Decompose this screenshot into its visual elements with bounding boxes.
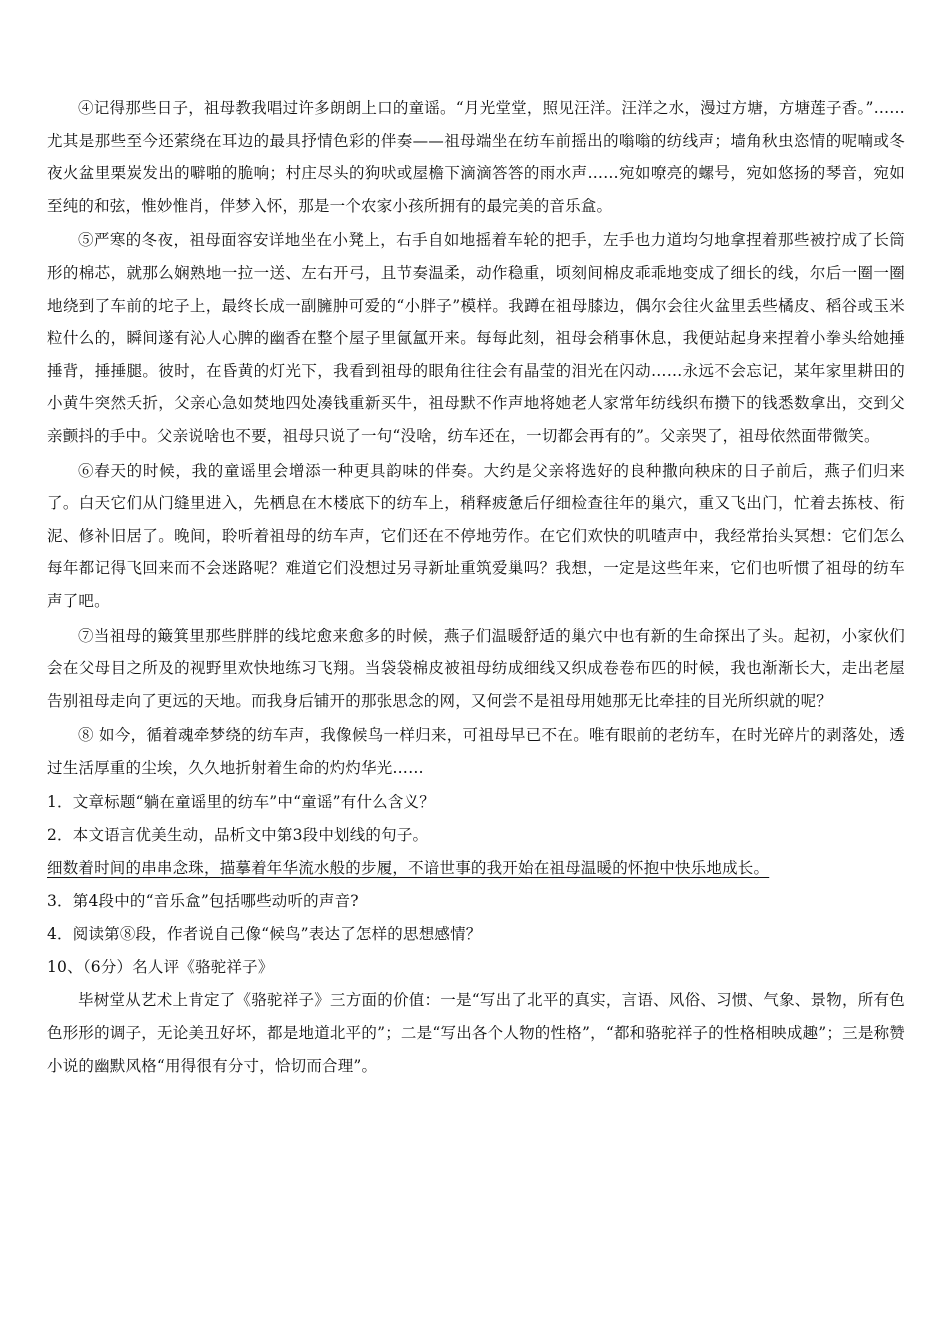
underlined-sentence: 细数着时间的串串念珠，描摹着年华流水般的步履，不谙世事的我开始在祖母温暖的怀抱中快乐地成长。 (47, 859, 770, 878)
section-10-body: 毕树堂从艺术上肯定了《骆驼祥子》三方面的价值：一是“写出了北平的真实，言语、风俗、习惯、气象、景物，所有色色形形的调子，无论美丑好坏，都是地道北平的”；二是“写出各个人物的性格”，“都和骆驼祥子的性格相映成趣”；三是称赞小说的幽默风格“用得很有分寸，恰切而合理”。 (47, 991, 905, 1075)
paragraph-4: ④记得那些日子，祖母教我唱过许多朗朗上口的童谣。“月光堂堂，照见汪洋。汪洋之水，漫过方塘，方塘莲子香。”……尤其是那些至今还萦绕在耳边的最具抒情色彩的伴奏——祖母端坐在纺车前摇出的嗡嗡的纺线声；墙角秋虫恣情的呢喃或冬夜火盆里栗炭发出的噼啪的脆响；村庄尽头的狗吠或屋檐下滴滴答答的雨水声……宛如嘹亮的螺号，宛如悠扬的琴音，宛如至纯的和弦，惟妙惟肖，伴梦入怀，那是一个农家小孩所拥有的最完美的音乐盒。 (47, 99, 905, 215)
document-page (47, 92, 905, 1084)
paragraph-5: ⑤严寒的冬夜，祖母面容安详地坐在小凳上，右手自如地摇着车轮的把手，左手也力道均匀地拿捏着那些被拧成了长筒形的棉芯，就那么娴熟地一拉一送、左右开弓，且节奏温柔，动作稳重，顷刻间棉皮乖乖地变成了细长的线，尔后一圈一圈地绕到了车前的坨子上，最终长成一副臃肿可爱的“小胖子”模样。我蹲在祖母膝边，偶尔会往火盆里丢些橘皮、稻谷或玉米粒什么的，瞬间遂有沁人心脾的幽香在整个屋子里氤氲开来。每每此刻，祖母会稍事休息，我便站起身来捏着小拳头给她捶捶背，捶捶腿。彼时，在昏黄的灯光下，我看到祖母的眼角往往会有晶莹的泪光在闪动……永远不会忘记，某年家里耕田的小黄牛突然夭折，父亲心急如焚地四处凑钱重新买牛，祖母默不作声地将她老人家常年纺线织布攒下的钱悉数拿出，交到父亲颤抖的手中。父亲说啥也不要，祖母只说了一句“没啥，纺车还在，一切都会再有的”。父亲哭了，祖母依然面带微笑。 (47, 231, 905, 445)
question-3: 3．第4段中的“音乐盒”包括哪些动听的声音? (47, 892, 359, 911)
section-10-title: 10、（6分）名人评《骆驼祥子》 (47, 958, 274, 977)
question-4: 4．阅读第⑧段，作者说自己像“候鸟”表达了怎样的思想感情？ (47, 925, 482, 944)
paragraph-6: ⑥春天的时候，我的童谣里会增添一种更具韵味的伴奏。大约是父亲将选好的良种撒向秧床的日子前后，燕子们归来了。白天它们从门缝里进入，先栖息在木楼底下的纺车上，稍释疲惫后仔细检查往年的巢穴，重又飞出门，忙着去拣枝、衔泥、修补旧居了。晚间，聆听着祖母的纺车声，它们还在不停地劳作。在它们欢快的叽喳声中，我经常抬头冥想：它们怎么每年都记得飞回来而不会迷路呢？难道它们没想过另寻新址重筑爱巢吗？我想，一定是这些年来，它们也听惯了祖母的纺车声了吧。 (47, 461, 905, 610)
paragraph-7: ⑦当祖母的簸箕里那些胖胖的线坨愈来愈多的时候，燕子们温暖舒适的巢穴中也有新的生命探出了头。起初，小家伙们会在父母目之所及的视野里欢快地练习飞翔。当袋袋棉皮被祖母纺成细线又织成卷卷布匹的时候，我也渐渐长大，走出老屋告别祖母走向了更远的天地。而我身后铺开的那张思念的网，又何尝不是祖母用她那无比牵挂的目光所织就的呢？ (47, 626, 905, 710)
question-2: 2．本文语言优美生动，品析文中第3段中划线的句子。 (47, 826, 429, 845)
paragraph-8: ⑧ 如今，循着魂牵梦绕的纺车声，我像候鸟一样归来，可祖母早已不在。唯有眼前的老纺车，在时光碎片的剥落处，透过生活厚重的尘埃，久久地折射着生命的灼灼华光…… (47, 726, 905, 777)
question-1: 1．文章标题“躺在童谣里的纺车”中“童谣”有什么含义？ (47, 793, 435, 812)
